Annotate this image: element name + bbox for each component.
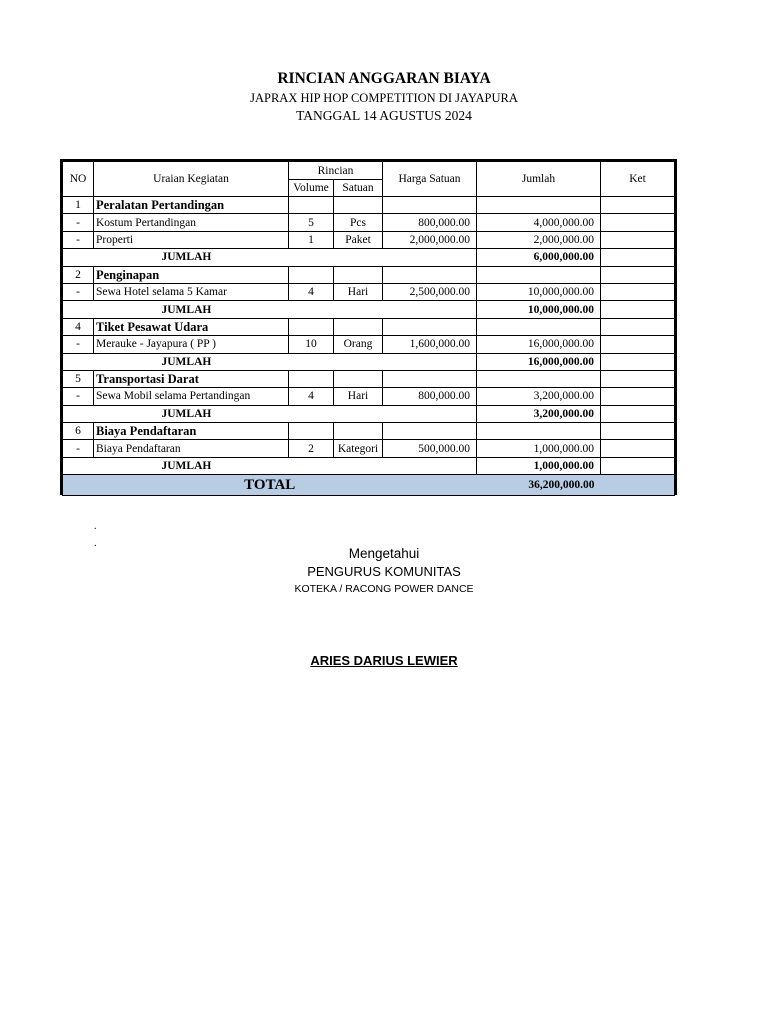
subtotal-label: JUMLAH [94, 249, 477, 266]
total-label: TOTAL [63, 475, 477, 496]
header-uraian: Uraian Kegiatan [94, 162, 289, 197]
document-title: RINCIAN ANGGARAN BIAYA [277, 70, 491, 87]
item-note [601, 336, 675, 353]
document-subtitle: JAPRAX HIP HOP COMPETITION DI JAYAPURA [250, 91, 518, 105]
empty-cell [477, 318, 601, 335]
section-row [63, 318, 675, 335]
table-row [63, 336, 675, 353]
header-harga: Harga Satuan [383, 162, 477, 197]
stray-mark: . [94, 521, 97, 532]
subtotal-label: JUMLAH [94, 353, 477, 370]
subtotal-amount: 10,000,000.00 [477, 301, 601, 318]
item-description: Kostum Pertandingan [94, 214, 289, 231]
item-note [601, 231, 675, 248]
subtotal-amount: 16,000,000.00 [477, 353, 601, 370]
item-volume: 5 [289, 214, 334, 231]
item-amount: 1,000,000.00 [477, 440, 601, 457]
item-marker: - [63, 283, 94, 300]
budget-table [62, 161, 675, 496]
empty-cell [334, 266, 383, 283]
item-note [601, 283, 675, 300]
item-note [601, 440, 675, 457]
item-marker: - [63, 231, 94, 248]
item-marker: - [63, 440, 94, 457]
document-date: TANGGAL 14 AGUSTUS 2024 [296, 108, 472, 123]
item-volume: 2 [289, 440, 334, 457]
signature-name [0, 653, 768, 668]
section-number: 4 [63, 318, 94, 335]
total-amount: 36,200,000.00 [477, 475, 601, 496]
item-amount: 2,000,000.00 [477, 231, 601, 248]
header-jumlah: Jumlah [477, 162, 601, 197]
empty-cell [334, 318, 383, 335]
subtotal-row [63, 457, 675, 474]
empty-cell [601, 423, 675, 440]
item-note [601, 388, 675, 405]
signature-acknowledged: Mengetahui [348, 546, 420, 561]
empty-cell [601, 318, 675, 335]
empty-cell [334, 197, 383, 214]
subtotal-amount: 1,000,000.00 [477, 457, 601, 474]
item-volume: 4 [289, 388, 334, 405]
header-ket: Ket [601, 162, 675, 197]
empty-cell [383, 197, 477, 214]
empty-cell [383, 266, 477, 283]
item-amount: 16,000,000.00 [477, 336, 601, 353]
subtotal-row [63, 353, 675, 370]
empty-cell [601, 249, 675, 266]
empty-cell [289, 423, 334, 440]
table-row [63, 214, 675, 231]
section-row [63, 423, 675, 440]
section-row [63, 266, 675, 283]
item-volume: 1 [289, 231, 334, 248]
header-no: NO [63, 162, 94, 197]
empty-cell [63, 457, 94, 474]
section-title: Biaya Pendaftaran [94, 423, 289, 440]
table-row [63, 283, 675, 300]
table-row [63, 388, 675, 405]
table-row [63, 231, 675, 248]
empty-cell [289, 370, 334, 387]
item-marker: - [63, 388, 94, 405]
item-marker: - [63, 214, 94, 231]
signature-name-text: ARIES DARIUS LEWIER [310, 653, 458, 668]
section-number: 1 [63, 197, 94, 214]
subtotal-label: JUMLAH [94, 457, 477, 474]
item-unit: Paket [334, 231, 383, 248]
section-number: 5 [63, 370, 94, 387]
empty-cell [63, 353, 94, 370]
subtotal-label: JUMLAH [94, 405, 477, 422]
item-unit-price: 2,000,000.00 [383, 231, 477, 248]
item-amount: 3,200,000.00 [477, 388, 601, 405]
empty-cell [601, 197, 675, 214]
subtotal-row [63, 405, 675, 422]
item-volume: 4 [289, 283, 334, 300]
item-unit-price: 1,600,000.00 [383, 336, 477, 353]
subtotal-label: JUMLAH [94, 301, 477, 318]
empty-cell [601, 370, 675, 387]
item-unit-price: 2,500,000.00 [383, 283, 477, 300]
header-satuan: Satuan [334, 180, 383, 197]
empty-cell [601, 475, 675, 496]
empty-cell [63, 301, 94, 318]
empty-cell [477, 266, 601, 283]
section-title: Tiket Pesawat Udara [94, 318, 289, 335]
empty-cell [477, 423, 601, 440]
empty-cell [289, 318, 334, 335]
section-number: 6 [63, 423, 94, 440]
item-description: Sewa Mobil selama Pertandingan [94, 388, 289, 405]
empty-cell [477, 370, 601, 387]
item-description: Sewa Hotel selama 5 Kamar [94, 283, 289, 300]
empty-cell [289, 266, 334, 283]
signature-group: KOTEKA / RACONG POWER DANCE [294, 583, 474, 595]
item-unit: Pcs [334, 214, 383, 231]
empty-cell [334, 423, 383, 440]
item-description: Merauke - Jayapura ( PP ) [94, 336, 289, 353]
signature-organization: PENGURUS KOMUNITAS [307, 564, 461, 579]
table-header-row [63, 162, 675, 180]
empty-cell [289, 197, 334, 214]
empty-cell [601, 457, 675, 474]
item-note [601, 214, 675, 231]
empty-cell [601, 353, 675, 370]
item-amount: 10,000,000.00 [477, 283, 601, 300]
item-amount: 4,000,000.00 [477, 214, 601, 231]
empty-cell [477, 197, 601, 214]
stray-mark: . [94, 538, 97, 549]
item-unit-price: 800,000.00 [383, 214, 477, 231]
item-unit: Hari [334, 388, 383, 405]
item-volume: 10 [289, 336, 334, 353]
empty-cell [601, 266, 675, 283]
empty-cell [383, 370, 477, 387]
item-unit: Orang [334, 336, 383, 353]
table-row [63, 440, 675, 457]
budget-table-frame [60, 159, 677, 495]
subtotal-row [63, 249, 675, 266]
empty-cell [383, 423, 477, 440]
empty-cell [383, 318, 477, 335]
item-unit-price: 500,000.00 [383, 440, 477, 457]
item-unit: Kategori [334, 440, 383, 457]
section-title: Penginapan [94, 266, 289, 283]
item-marker: - [63, 336, 94, 353]
empty-cell [601, 301, 675, 318]
header-volume: Volume [289, 180, 334, 197]
item-description: Properti [94, 231, 289, 248]
item-description: Biaya Pendaftaran [94, 440, 289, 457]
section-number: 2 [63, 266, 94, 283]
subtotal-row [63, 301, 675, 318]
section-row [63, 197, 675, 214]
section-row [63, 370, 675, 387]
empty-cell [601, 405, 675, 422]
subtotal-amount: 6,000,000.00 [477, 249, 601, 266]
empty-cell [63, 405, 94, 422]
item-unit-price: 800,000.00 [383, 388, 477, 405]
total-row [63, 475, 675, 496]
section-title: Peralatan Pertandingan [94, 197, 289, 214]
subtotal-amount: 3,200,000.00 [477, 405, 601, 422]
section-title: Transportasi Darat [94, 370, 289, 387]
header-rincian: Rincian [289, 162, 383, 180]
empty-cell [63, 249, 94, 266]
item-unit: Hari [334, 283, 383, 300]
empty-cell [334, 370, 383, 387]
